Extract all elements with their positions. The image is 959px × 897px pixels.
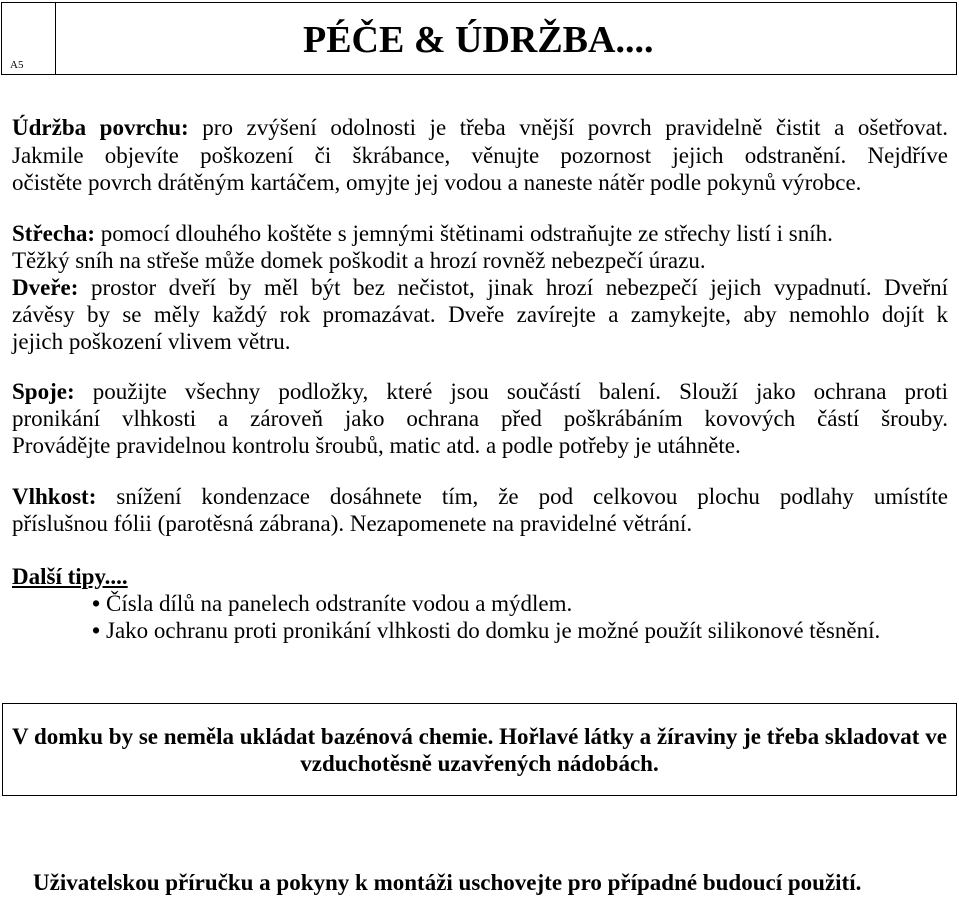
joints-line-2: pronikání vlhkosti a zároveň jako ochrana před poškrábáním kovových částí šrouby. <box>12 406 948 431</box>
humidity-text: snížení kondenzace dosáhnete tím, že pod celkovou plochu podlahy umístíte <box>116 484 948 509</box>
humidity-line-1 <box>12 483 948 510</box>
humidity-line-2: příslušnou fólii (parotěsná zábrana). Nezapomenete na pravidelné větrání. <box>12 511 693 536</box>
page-title: PÉČE & ÚDRŽBA.... <box>303 19 654 61</box>
surface-care-text: pro zvýšení odolnosti je třeba vnější povrch pravidelně čistit a ošetřovat. <box>202 115 948 140</box>
doors-label: Dveře: <box>12 275 79 300</box>
surface-care-line-2: Jakmile objevíte poškození či škrábance, věnujte pozornost jejich odstranění. Nejdříve <box>12 143 948 168</box>
page-label: A5 <box>10 59 24 71</box>
joints-line-1 <box>12 378 948 405</box>
bullet-icon: • <box>92 618 101 643</box>
tips-heading-line <box>12 563 948 590</box>
doors-line-2: závěsy by se měly každý rok promazávat. Dveře zavírejte a zamykejte, aby nemohlo dojít k <box>12 302 948 327</box>
bullet-icon: • <box>92 591 101 616</box>
surface-care-line-1 <box>12 114 948 141</box>
surface-care-label: Údržba povrchu: <box>12 115 189 140</box>
doors-text: prostor dveří by měl být bez nečistot, jinak hrozí nebezpečí jejich vypadnutí. Dveřní <box>90 275 949 300</box>
warning-line-1: V domku by se neměla ukládat bazénová chemie. Hořlavé látky a žíraviny je třeba skladovat ve <box>12 724 947 749</box>
roof-label: Střecha: <box>12 221 96 246</box>
footer-note: Uživatelskou příručku a pokyny k montáži uschovejte pro případné budoucí použití. <box>33 870 862 895</box>
joints-text: použijte všechny podložky, které jsou součástí balení. Slouží jako ochrana proti <box>92 379 948 404</box>
surface-care-line-3: očistěte povrch drátěným kartáčem, omyjte jej vodou a naneste nátěr podle pokynů výrobce. <box>12 170 862 195</box>
tip-item <box>92 590 952 617</box>
tip-text: Čísla dílů na panelech odstraníte vodou a mýdlem. <box>106 591 573 616</box>
tip-text: Jako ochranu proti pronikání vlhkosti do domku je možné použít silikonové těsnění. <box>106 618 881 643</box>
roof-text: pomocí dlouhého koštěte s jemnými štětinami odstraňujte ze střechy listí i sníh. <box>100 221 833 246</box>
roof-line-2: Těžký sníh na střeše může domek poškodit a hrozí rovněž nebezpečí úrazu. <box>12 248 706 273</box>
roof-line-1 <box>12 220 948 247</box>
doors-line-1 <box>12 274 948 301</box>
warning-line-2: vzduchotěsně uzavřených nádobách. <box>300 751 659 776</box>
tip-item <box>92 617 952 644</box>
humidity-label: Vlhkost: <box>12 484 97 509</box>
joints-line-3: Provádějte pravidelnou kontrolu šroubů, matic atd. a podle potřeby je utáhněte. <box>12 433 741 458</box>
tips-heading: Další tipy.... <box>12 564 128 589</box>
header-divider <box>55 2 56 75</box>
doors-line-3: jejich poškození vlivem větru. <box>12 329 291 354</box>
joints-label: Spoje: <box>12 379 75 404</box>
